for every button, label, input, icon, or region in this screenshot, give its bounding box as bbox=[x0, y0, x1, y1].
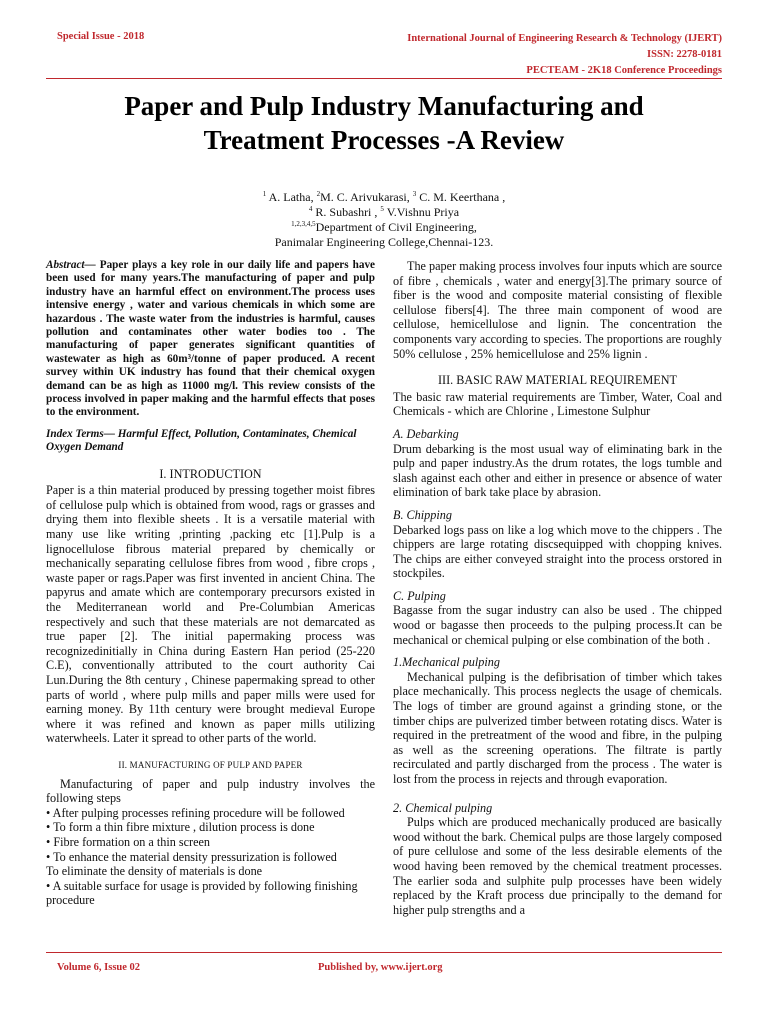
dept-name: Department of Civil Engineering, bbox=[315, 220, 477, 234]
author-line-2 bbox=[46, 205, 722, 220]
author-sup: 3 bbox=[412, 190, 417, 198]
title-line-1: Paper and Pulp Industry Manufacturing and bbox=[124, 91, 644, 121]
list-item: • Fibre formation on a thin screen bbox=[46, 834, 211, 849]
conference-name: PECTEAM - 2K18 Conference Proceedings bbox=[526, 65, 722, 76]
subheading-chemical-pulping: 2. Chemical pulping bbox=[393, 800, 493, 815]
author-name: C. M. Keerthana , bbox=[416, 190, 506, 204]
department bbox=[46, 220, 722, 235]
abstract bbox=[46, 259, 375, 420]
section-heading-introduction: I. INTRODUCTION bbox=[159, 466, 262, 481]
subheading-chipping: B. Chipping bbox=[393, 507, 452, 522]
footer-divider bbox=[46, 952, 722, 953]
dept-sup: 1,2,3,4,5 bbox=[291, 220, 316, 228]
chipping-text: Debarked logs pass on like a log which move to the chippers . The chippers are large rotating discsequipped with chopping knives. The chips are either conveyed straight into the process orstored in stockpiles. bbox=[393, 522, 722, 581]
debarking-text: Drum debarking is the most usual way of eliminating bark in the pulp and paper industry.As the drum rotates, the logs tumble and slash against each other and either in presence or absence of water elimination of bark take place by abrasion. bbox=[393, 441, 722, 500]
author-sup: 1 bbox=[262, 190, 267, 198]
author-sup: 2 bbox=[316, 190, 321, 198]
list-item: • To enhance the material density pressurization is followed bbox=[46, 849, 337, 864]
author-name: M. C. Arivukarasi, bbox=[320, 190, 413, 204]
chemical-pulping-text: Pulps which are produced mechanically produced are basically wood without the bark. Chemical pulps are those largely composed of pure cellulose and some of the less desirable elements of the wood having been removed by the chemical treatment processes. The earlier soda and sulphite pulp processes have been widely replaced by the Kraft process due principally to the demand for higher pulp strengths and a bbox=[393, 815, 722, 917]
author-sup: 4 bbox=[308, 205, 313, 213]
section-heading-raw-material: III. BASIC RAW MATERIAL REQUIREMENT bbox=[437, 373, 678, 388]
section-heading-manufacturing: II. MANUFACTURING OF PULP AND PAPER bbox=[118, 759, 303, 770]
raw-material-text: The basic raw material requirements are Timber, Water, Coal and Chemicals - which are Chlorine , Limestone Sulphur bbox=[393, 389, 722, 419]
left-column bbox=[46, 259, 375, 908]
subheading-debarking: A. Debarking bbox=[393, 426, 459, 441]
author-block bbox=[46, 190, 722, 250]
header-journal-info bbox=[407, 31, 722, 79]
introduction-text: Paper is a thin material produced by pressing together moist fibres of cellulose pulp which is obtained from wood, rags or grasses and drying them into flexible sheets . It is a versatile material with many use like writing ,printing ,packing etc [1].Pulp is a lignocellulose fibrous material prepared by chemically or mechanically separating cellulose fibres from wood , fibre crops , waste paper or rags.Paper was first invented in ancient China. The papyrus and amate which are contemporary precursors existed in the Mediterranean world and Pre-Columbian Americas respectively and such that these materials are not demarcated as true paper [2]. The initial papermaking process was recognizedinitially in China during Eastern Han period (25-220 C.E), conventionally attributed to the court authority Cai Lun.During the 8th century , Chinese papermaking spread to other parts of world , where pulp mills and paper mills were used for earning money. By 11th century were brought medieval Europe where it was refined and known as paper mills utilizing waterwheels. Later it spread to other parts of the world. bbox=[46, 483, 375, 746]
author-line-1 bbox=[46, 190, 722, 205]
right-column bbox=[393, 259, 722, 917]
footer-volume: Volume 6, Issue 02 bbox=[57, 962, 141, 973]
issn: ISSN: 2278-0181 bbox=[647, 49, 722, 60]
list-item: To eliminate the density of materials is done bbox=[46, 864, 263, 879]
subheading-pulping: C. Pulping bbox=[393, 588, 446, 603]
mechanical-pulping-text: Mechanical pulping is the defibrisation of timber which takes place mechanically. This process neglects the usage of chemicals. The logs of timber are ground against a grinding stone, or the timber chips are pulverized timber between rotating discs. Water is required in the pretreatment of the wood and fibre, in the pulping as well as the screening operations. The filtrate is partly recirculated and partly discharged from the process . The water is lost from the process in rejects and through evaporation. bbox=[393, 669, 722, 786]
paper-making-paragraph: The paper making process involves four inputs which are source of fibre , chemicals , water and energy[3].The primary source of fiber is the wood and composite material consisting of flexible cellulose fibers[4]. The three main component of wood are cellulose, hemicellulose and lignin. The concentration the components vary according to species. The proportions are roughly 50% cellulose , 25% hemicellulose and 25% lignin . bbox=[393, 259, 722, 361]
journal-name: International Journal of Engineering Research & Technology (IJERT) bbox=[407, 33, 722, 44]
header-special-issue: Special Issue - 2018 bbox=[57, 31, 145, 42]
list-item: • A suitable surface for usage is provided by following finishing procedure bbox=[46, 878, 358, 908]
footer-publisher: Published by, www.ijert.org bbox=[318, 962, 443, 973]
title-line-2: Treatment Processes -A Review bbox=[203, 125, 565, 155]
manufacturing-intro: Manufacturing of paper and pulp industry involves the following steps bbox=[46, 776, 375, 806]
author-sup: 5 bbox=[380, 205, 384, 213]
abstract-text: Paper plays a key role in our daily life and papers have been used for many years.The manufacturing of paper and pulp industry have an harmful effect on environment.The process uses intensive energy , water and various chemicals in which some are hazardous . The waste water from the industries is harmful, causes pollution and contaminates other water bodies too . The manufacturing of paper generates significant quantities of wastewater as high as 60m³/tonne of paper produced. A recent survey within UK industry has found that their chemical oxygen demand can be as high as 11000 mg/l. This review consists of the process involved in paper making and the harmful effects that poses to the environment. bbox=[46, 259, 375, 419]
author-name: V.Vishnu Priya bbox=[383, 205, 460, 219]
paper-title bbox=[46, 89, 722, 157]
list-item: • To form a thin fibre mixture , dilution process is done bbox=[46, 820, 315, 835]
author-name: R. Subashri , bbox=[312, 205, 381, 219]
index-terms: Index Terms— Harmful Effect, Pollution, Contaminates, Chemical Oxygen Demand bbox=[46, 427, 357, 454]
pulping-text: Bagasse from the sugar industry can also be used . The chipped wood or bagasse then proceeds to the pulping process.It can be mechanical or chemical pulping or else combination of the both . bbox=[393, 603, 722, 647]
header-divider bbox=[46, 78, 722, 79]
college: Panimalar Engineering College,Chennai-123. bbox=[274, 235, 494, 249]
subheading-mechanical-pulping: 1.Mechanical pulping bbox=[393, 655, 500, 670]
manufacturing-steps bbox=[46, 806, 375, 908]
author-name: A. Latha, bbox=[266, 190, 317, 204]
list-item: • After pulping processes refining procedure will be followed bbox=[46, 805, 345, 820]
abstract-lead: Abstract— bbox=[46, 259, 96, 271]
